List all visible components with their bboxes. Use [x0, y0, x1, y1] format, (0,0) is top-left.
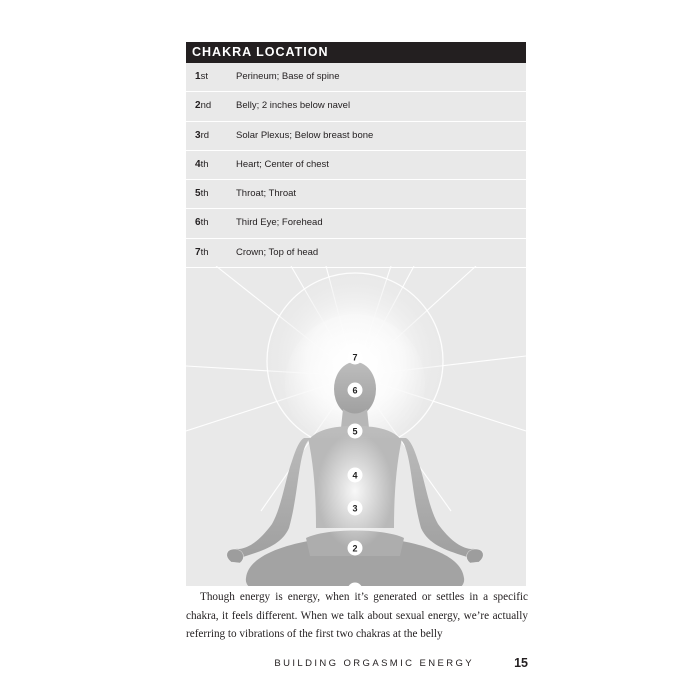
chakra-marker-7 [348, 350, 363, 365]
table-row [186, 180, 526, 209]
body-paragraph [186, 588, 528, 644]
svg-text:7: 7 [352, 352, 358, 363]
table-row [186, 92, 526, 121]
table-row [186, 151, 526, 180]
chakra-location: Crown; Top of head [236, 246, 319, 258]
chakra-ordinal: 7th [195, 246, 209, 258]
svg-text:1 [352, 585, 357, 586]
table-row [186, 63, 526, 92]
chakra-marker-3 [348, 501, 363, 516]
svg-text:6: 6 [352, 385, 358, 396]
svg-text:2: 2 [352, 543, 358, 554]
chakra-location-table [186, 42, 526, 586]
table-rows [186, 63, 526, 268]
chakra-location: Belly; 2 inches below navel [236, 100, 351, 112]
meditation-figure-illustration [186, 266, 526, 586]
chakra-ordinal: 2nd [195, 100, 212, 112]
chakra-location: Throat; Throat [236, 188, 297, 200]
svg-text:4: 4 [352, 470, 358, 481]
chakra-marker-4 [348, 468, 363, 483]
table-row [186, 209, 526, 238]
chakra-marker-5 [348, 424, 363, 439]
page-number: 15 [514, 656, 528, 670]
chakra-ordinal: 4th [195, 158, 209, 170]
svg-text:5: 5 [352, 426, 358, 437]
chakra-location: Heart; Center of chest [236, 158, 329, 170]
running-head: BUILDING ORGASMIC ENERGY [274, 658, 474, 669]
page-footer [186, 656, 528, 672]
chakra-ordinal: 5th [195, 188, 209, 200]
chakra-marker-2 [348, 541, 363, 556]
chakra-location: Solar Plexus; Below breast bone [236, 129, 374, 141]
meditation-figure-svg [186, 266, 526, 586]
chakra-location: Perineum; Base of spine [236, 71, 340, 82]
chakra-marker-6 [348, 383, 363, 398]
table-row [186, 239, 526, 268]
table-title: CHAKRA LOCATION [186, 42, 526, 63]
chakra-ordinal: 1st [195, 71, 208, 82]
table-row [186, 122, 526, 151]
chakra-location: Third Eye; Forehead [236, 217, 323, 229]
chakra-ordinal: 3rd [195, 129, 210, 141]
chakra-ordinal: 6th [195, 217, 209, 229]
paragraph-text: Though energy is energy, when it’s generated or settles in a specific chakra, it feels different. When we talk about sexual energy, we’re actually referring to vibrations of the first two chakras at the belly [186, 591, 528, 640]
svg-text:3: 3 [352, 503, 358, 514]
